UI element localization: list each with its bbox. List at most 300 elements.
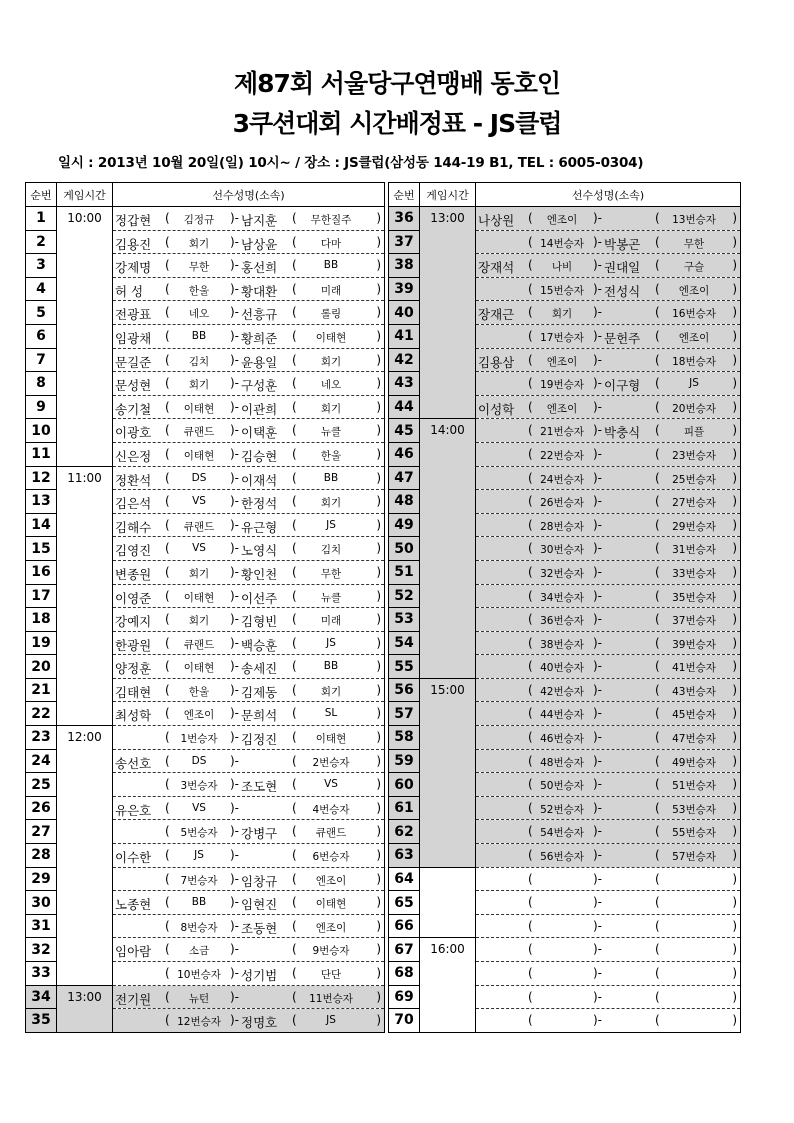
paren-open: (: [165, 635, 170, 650]
match-players: [113, 914, 385, 938]
paren-close: ): [376, 328, 381, 343]
paren-open: (: [528, 517, 533, 532]
player2-name: 이관희: [241, 401, 278, 417]
paren-close-dash: )-: [593, 753, 603, 768]
match-wrapper: [113, 207, 384, 230]
game-time: [420, 513, 476, 537]
schedule-row: [26, 254, 385, 278]
match-players: [113, 726, 385, 750]
paren-close: ): [732, 446, 737, 461]
schedule-row: [389, 584, 741, 608]
match-number: 35: [26, 1009, 57, 1033]
paren-open: (: [165, 517, 170, 532]
player2-name: 김정진: [241, 732, 278, 748]
match-players: [113, 584, 385, 608]
paren-open: (: [165, 352, 170, 367]
paren-open: (: [165, 612, 170, 627]
paren-open: (: [528, 541, 533, 556]
paren-open: (: [655, 328, 660, 343]
paren-close-dash: )-: [593, 376, 603, 391]
paren-open: (: [165, 659, 170, 674]
paren-close-dash: )-: [230, 871, 240, 886]
match-wrapper: [113, 231, 384, 254]
paren-close-dash: )-: [230, 258, 240, 273]
paren-open: (: [165, 800, 170, 815]
player2-name: 성기범: [241, 968, 278, 983]
paren-close: ): [376, 211, 381, 225]
game-time: [57, 820, 113, 844]
schedule-row: [26, 419, 385, 443]
paren-open: (: [528, 848, 533, 863]
paren-close-dash: )-: [230, 564, 240, 579]
match-wrapper: [113, 396, 384, 419]
player2-name: 황희준: [241, 330, 278, 346]
player2-club: 무한질주: [310, 214, 352, 226]
paren-close-dash: )-: [230, 966, 240, 980]
schedule-row: [389, 442, 741, 466]
player2-name: 황인천: [241, 566, 278, 582]
match-number: 15: [26, 537, 57, 561]
game-time: [57, 938, 113, 962]
match-number: 34: [26, 985, 57, 1009]
match-number: 32: [26, 938, 57, 962]
paren-close-dash: )-: [230, 352, 240, 367]
match-wrapper: [476, 419, 740, 442]
player1-club: 19번승자: [540, 379, 584, 392]
player1-club: 이태현: [183, 402, 215, 415]
player1-club: VS: [192, 542, 206, 555]
player2-club: 33번승자: [672, 567, 716, 580]
paren-close: ): [376, 470, 381, 485]
match-number: 62: [389, 820, 420, 844]
game-time: [57, 372, 113, 396]
match-number: 68: [389, 962, 420, 986]
paren-open: (: [528, 918, 533, 933]
schedule-row: [389, 254, 741, 278]
paren-close: ): [376, 730, 381, 745]
match-players: [476, 631, 741, 655]
paren-close: ): [732, 211, 737, 225]
match-players: [113, 348, 385, 372]
paren-open: (: [292, 446, 297, 461]
player2-name: 김제동: [241, 684, 278, 700]
match-number: 49: [389, 513, 420, 537]
match-number: 48: [389, 490, 420, 514]
game-time: [57, 301, 113, 325]
match-number: 16: [26, 560, 57, 584]
player1-name: 정갑현: [115, 213, 152, 228]
paren-close-dash: )-: [593, 352, 603, 367]
paren-close-dash: )-: [593, 918, 603, 933]
match-wrapper: [476, 655, 740, 678]
paren-close: ): [732, 234, 737, 249]
player1-club: 32번승자: [540, 567, 584, 580]
player1-club: 한울: [188, 284, 210, 297]
match-number: 3: [26, 254, 57, 278]
paren-close: ): [732, 682, 737, 697]
match-wrapper: [113, 938, 384, 961]
match-players: [113, 324, 385, 348]
schedule-row: [26, 773, 385, 797]
game-time: [420, 867, 476, 891]
match-players: [113, 560, 385, 584]
paren-open: (: [655, 376, 660, 391]
player2-name: 유근형: [241, 519, 278, 535]
match-number: 21: [26, 678, 57, 702]
player2-club: 2번승자: [312, 756, 350, 769]
match-wrapper: [476, 1009, 740, 1032]
header-row: [389, 183, 741, 207]
schedule-row: [389, 938, 741, 962]
player1-club: JS: [194, 849, 204, 862]
player2-club: 35번승자: [672, 591, 716, 604]
paren-open: (: [655, 588, 660, 603]
game-time: [57, 1009, 113, 1033]
match-wrapper: [113, 986, 384, 1009]
game-time: [420, 796, 476, 820]
match-players: [113, 773, 385, 797]
schedule-row: [26, 537, 385, 561]
match-wrapper: [113, 585, 384, 608]
match-wrapper: [476, 372, 740, 395]
match-wrapper: [476, 325, 740, 348]
player2-club: 이태현: [315, 898, 347, 911]
match-players: [476, 207, 741, 231]
player1-club: 54번승자: [540, 827, 584, 840]
player1-club: 김정규: [183, 214, 215, 226]
player2-club: 한울: [320, 449, 342, 462]
match-players: [113, 277, 385, 301]
match-wrapper: [113, 891, 384, 914]
paren-close-dash: )-: [593, 989, 603, 1004]
paren-close: ): [732, 258, 737, 273]
player1-club: 48번승자: [540, 756, 584, 769]
paren-open: (: [655, 258, 660, 273]
paren-close: ): [732, 635, 737, 650]
match-number: 46: [389, 442, 420, 466]
player1-club: VS: [192, 801, 206, 814]
game-time: [57, 277, 113, 301]
match-players: [113, 466, 385, 490]
player2-name: 노영식: [241, 543, 278, 559]
player1-club: 5번승자: [180, 827, 218, 840]
game-time: [420, 749, 476, 773]
paren-open: (: [292, 399, 297, 414]
player1-club: 1번승자: [180, 733, 218, 746]
schedule-row: [389, 962, 741, 986]
match-players: [113, 207, 385, 231]
paren-close: ): [376, 517, 381, 532]
paren-open: (: [292, 588, 297, 603]
schedule-row: [389, 796, 741, 820]
schedule-row: [389, 608, 741, 632]
match-wrapper: [113, 962, 384, 985]
paren-close-dash: )-: [593, 612, 603, 627]
game-time: [57, 513, 113, 537]
paren-open: (: [528, 824, 533, 839]
paren-open: (: [655, 352, 660, 367]
match-wrapper: [113, 726, 384, 749]
player2-name: 김승현: [241, 448, 278, 464]
player2-name: 구성훈: [241, 378, 278, 394]
match-players: [476, 608, 741, 632]
paren-open: (: [292, 470, 297, 485]
paren-close-dash: )-: [230, 234, 240, 249]
paren-open: (: [292, 1013, 297, 1028]
player1-name: 송선호: [115, 755, 152, 771]
player2-name: 홍선희: [241, 260, 278, 276]
game-time: 12:00: [57, 726, 113, 750]
player1-club: 40번승자: [540, 662, 584, 675]
match-wrapper: [476, 962, 740, 985]
schedule-row: [389, 867, 741, 891]
schedule-row: [26, 324, 385, 348]
paren-open: (: [655, 730, 660, 745]
player1-name: 김태현: [115, 684, 152, 700]
paren-open: (: [528, 989, 533, 1004]
player2-club: 23번승자: [672, 449, 716, 462]
paren-close: ): [732, 494, 737, 509]
game-time: [57, 395, 113, 419]
match-players: [476, 1009, 741, 1033]
player2-club: 49번승자: [672, 756, 716, 769]
game-time: 16:00: [420, 938, 476, 962]
match-number: 45: [389, 419, 420, 443]
match-wrapper: [476, 820, 740, 843]
player2-club: 다마: [320, 237, 342, 250]
match-players: [476, 985, 741, 1009]
game-time: [420, 726, 476, 750]
match-wrapper: [113, 325, 384, 348]
schedule-row: [389, 655, 741, 679]
match-wrapper: [476, 938, 740, 961]
game-time: [420, 891, 476, 915]
game-time: 11:00: [57, 466, 113, 490]
paren-open: (: [655, 211, 660, 225]
match-players: [476, 655, 741, 679]
paren-open: (: [165, 682, 170, 697]
paren-open: (: [528, 659, 533, 674]
match-wrapper: [113, 490, 384, 513]
match-number: 22: [26, 702, 57, 726]
schedule-row: [26, 490, 385, 514]
match-players: [113, 867, 385, 891]
player1-club: 44번승자: [540, 709, 584, 722]
match-players: [113, 796, 385, 820]
game-time: [420, 584, 476, 608]
paren-open: (: [655, 824, 660, 839]
paren-open: (: [655, 494, 660, 509]
match-number: 1: [26, 207, 57, 231]
paren-close-dash: )-: [230, 399, 240, 414]
paren-close: ): [376, 966, 381, 980]
paren-open: (: [165, 281, 170, 296]
match-wrapper: [113, 467, 384, 490]
match-wrapper: [476, 231, 740, 254]
match-players: [476, 938, 741, 962]
match-number: 47: [389, 466, 420, 490]
player2-name: 정명호: [241, 1015, 278, 1031]
match-wrapper: [113, 702, 384, 725]
player2-name: 윤용일: [241, 354, 278, 370]
player2-club: 11번승자: [309, 992, 353, 1005]
match-wrapper: [476, 986, 740, 1009]
paren-close-dash: )-: [593, 706, 603, 721]
paren-open: (: [528, 777, 533, 792]
player2-name: 선흥규: [241, 307, 278, 323]
paren-close: ): [732, 541, 737, 556]
player1-club: 이태현: [183, 449, 215, 462]
player2-club: 51번승자: [672, 780, 716, 793]
player2-club: 회기: [320, 402, 342, 415]
game-time: [57, 749, 113, 773]
paren-close: ): [376, 1013, 381, 1028]
match-players: [113, 230, 385, 254]
player1-name: 이성학: [478, 401, 515, 417]
match-wrapper: [113, 915, 384, 938]
paren-open: (: [292, 564, 297, 579]
paren-close-dash: )-: [593, 564, 603, 579]
match-number: 9: [26, 395, 57, 419]
paren-close-dash: )-: [230, 376, 240, 391]
paren-open: (: [655, 1013, 660, 1028]
player2-club: 구슬: [683, 261, 705, 274]
paren-close-dash: )-: [230, 446, 240, 461]
match-number: 6: [26, 324, 57, 348]
match-players: [113, 513, 385, 537]
match-players: [476, 560, 741, 584]
player1-club: 한울: [188, 685, 210, 698]
match-players: [476, 844, 741, 868]
paren-close-dash: )-: [593, 234, 603, 249]
match-wrapper: [476, 585, 740, 608]
paren-close-dash: )-: [230, 753, 240, 768]
match-players: [476, 726, 741, 750]
match-number: 56: [389, 678, 420, 702]
match-number: 14: [26, 513, 57, 537]
paren-close-dash: )-: [230, 588, 240, 603]
paren-close-dash: )-: [230, 682, 240, 697]
match-wrapper: [476, 915, 740, 938]
player1-name: 이영준: [115, 590, 152, 606]
paren-close-dash: )-: [593, 328, 603, 343]
paren-open: (: [528, 612, 533, 627]
match-wrapper: [476, 278, 740, 301]
player2-name: 이택훈: [241, 425, 278, 441]
match-number: 57: [389, 702, 420, 726]
player1-name: 양정훈: [115, 661, 152, 677]
player2-club: JS: [689, 377, 699, 390]
paren-close-dash: )-: [230, 942, 240, 957]
match-wrapper: [476, 254, 740, 277]
player1-club: 소금: [188, 945, 210, 958]
paren-open: (: [655, 281, 660, 296]
schedule-row: [26, 891, 385, 915]
paren-open: (: [165, 895, 170, 910]
match-players: [476, 490, 741, 514]
paren-open: (: [655, 659, 660, 674]
match-number: 54: [389, 631, 420, 655]
player2-club: 피플: [683, 426, 705, 439]
paren-close: ): [376, 446, 381, 461]
paren-open: (: [165, 494, 170, 509]
paren-open: (: [165, 258, 170, 273]
paren-open: (: [292, 895, 297, 910]
paren-close: ): [376, 588, 381, 603]
player2-name: 황대환: [241, 283, 278, 299]
match-wrapper: [476, 443, 740, 466]
paren-open: (: [655, 871, 660, 886]
paren-close: ): [732, 470, 737, 485]
game-time: [57, 584, 113, 608]
match-wrapper: [476, 537, 740, 560]
match-wrapper: [113, 349, 384, 372]
match-number: 11: [26, 442, 57, 466]
paren-open: (: [165, 564, 170, 579]
paren-close: ): [732, 989, 737, 1004]
match-wrapper: [476, 773, 740, 796]
paren-close-dash: )-: [593, 848, 603, 863]
match-players: [113, 537, 385, 561]
col-header-num: 순번: [26, 183, 57, 207]
game-time: [57, 914, 113, 938]
player2-name: 이재석: [241, 472, 278, 488]
paren-close: ): [376, 258, 381, 273]
paren-close-dash: )-: [230, 1013, 240, 1028]
player1-club: 엔조이: [546, 402, 578, 415]
paren-open: (: [292, 352, 297, 367]
schedule-row: [389, 419, 741, 443]
game-time: 14:00: [420, 419, 476, 443]
paren-open: (: [165, 470, 170, 485]
paren-open: (: [528, 234, 533, 249]
game-time: [57, 490, 113, 514]
game-time: [57, 962, 113, 986]
schedule-row: [389, 348, 741, 372]
player2-name: 백승훈: [241, 637, 278, 653]
paren-close-dash: )-: [593, 824, 603, 839]
match-number: 37: [389, 230, 420, 254]
paren-close-dash: )-: [593, 541, 603, 556]
schedule-row: [389, 207, 741, 231]
paren-open: (: [528, 258, 533, 273]
match-players: [113, 820, 385, 844]
match-wrapper: [113, 844, 384, 867]
match-players: [476, 796, 741, 820]
player2-name: 권대일: [604, 260, 641, 276]
game-time: [420, 395, 476, 419]
player2-club: 엔조이: [315, 874, 347, 887]
schedule-row: [389, 490, 741, 514]
player1-name: 문길준: [115, 354, 152, 370]
player2-club: 20번승자: [672, 402, 716, 415]
schedule-row: [389, 726, 741, 750]
game-time: [57, 230, 113, 254]
paren-close-dash: )-: [230, 211, 240, 225]
paren-close: ): [376, 706, 381, 721]
match-number: 10: [26, 419, 57, 443]
player1-club: VS: [192, 495, 206, 508]
schedule-row: [26, 749, 385, 773]
match-wrapper: [476, 301, 740, 324]
match-players: [476, 513, 741, 537]
paren-close-dash: )-: [230, 470, 240, 485]
match-wrapper: [476, 844, 740, 867]
player2-club: 16번승자: [672, 308, 716, 321]
player2-club: 37번승자: [672, 615, 716, 628]
match-wrapper: [476, 608, 740, 631]
paren-close: ): [376, 989, 381, 1004]
